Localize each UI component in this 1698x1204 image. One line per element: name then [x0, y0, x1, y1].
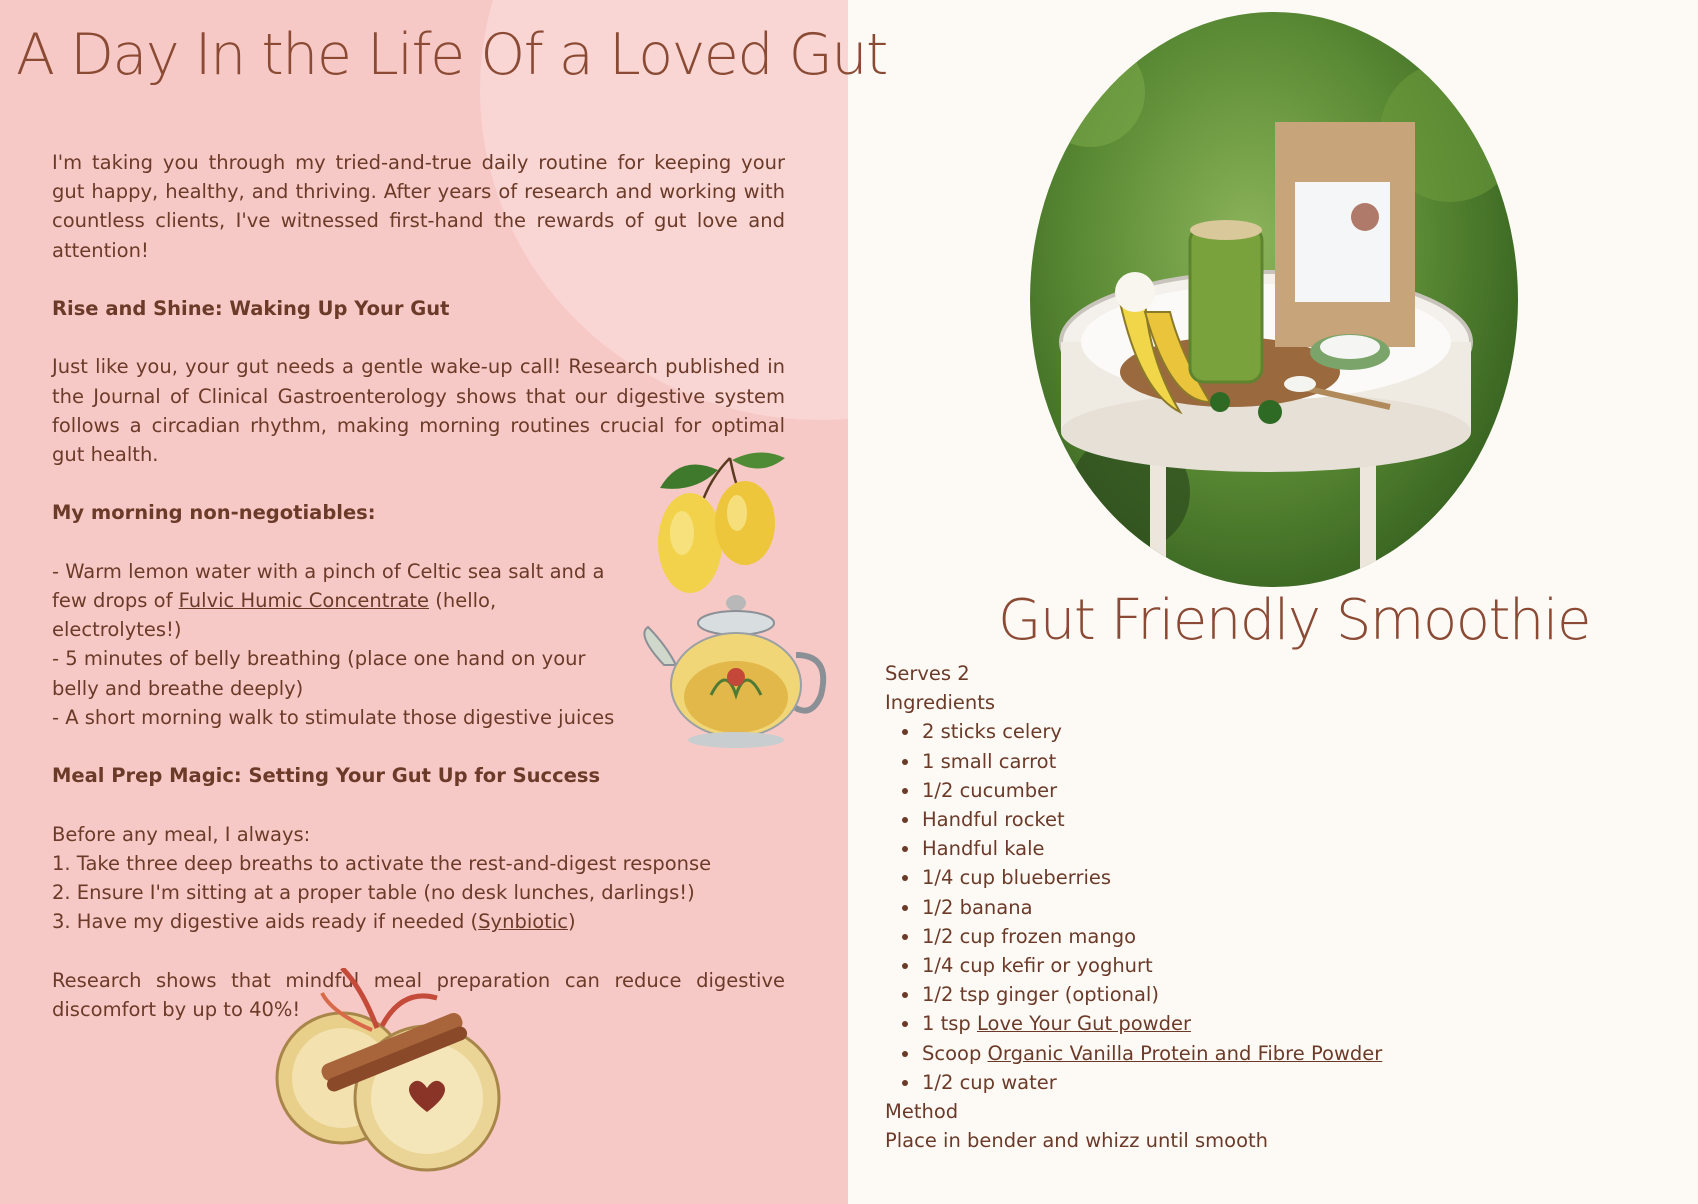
ingredient-item-protein: Scoop Organic Vanilla Protein and Fibre Powder: [922, 1039, 1585, 1068]
serves-label: Serves 2: [885, 662, 970, 685]
cookies-cinnamon-illustration: [262, 968, 532, 1180]
vanilla-protein-powder-link[interactable]: Organic Vanilla Protein and Fibre Powder: [987, 1041, 1383, 1065]
recipe-body: [885, 659, 1585, 1155]
lemons-illustration: [640, 448, 790, 608]
synbiotic-link[interactable]: Synbiotic: [478, 910, 568, 934]
ingredient-item: 1/2 banana: [922, 893, 1585, 922]
method-heading: Method: [885, 1100, 959, 1124]
ingredient-item: 1/2 cup water: [922, 1068, 1585, 1097]
ingredient-item: 1/2 cucumber: [922, 776, 1585, 805]
fulvic-humic-link[interactable]: Fulvic Humic Concentrate: [178, 588, 430, 612]
ingredient-item: 2 sticks celery: [922, 717, 1585, 746]
intro-paragraph: I'm taking you through my tried-and-true daily routine for keeping your gut happy, healthy, and thriving. After years of research and working with countless clients, I've witnessed first-hand the rewards of gut love and attention!: [52, 151, 785, 262]
morning-heading: My morning non-negotiables:: [52, 501, 376, 525]
meal-step-2: 2. Ensure I'm sitting at a proper table (no desk lunches, darlings!): [52, 880, 695, 904]
smoothie-photo-art: [1030, 12, 1518, 587]
section-heading-meal-prep: Meal Prep Magic: Setting Your Gut Up for Success: [52, 764, 601, 788]
ingredient-item: 1/4 cup blueberries: [922, 863, 1585, 892]
method-text: Place in bender and whizz until smooth: [885, 1129, 1269, 1153]
rise-paragraph: Just like you, your gut needs a gentle wake-up call! Research published in the Journal of Clinical Gastroenterology shows that our digestive system follows a circadian rhythm, making morning routines crucial for optimal gut health.: [52, 355, 785, 466]
ingredient-item: 1/4 cup kefir or yoghurt: [922, 951, 1585, 980]
ingredient-item: Handful rocket: [922, 805, 1585, 834]
morning-item-walk: - A short morning walk to stimulate those digestive juices: [52, 705, 615, 729]
ingredients-heading: Ingredients: [885, 691, 996, 715]
page-title: A Day In the Life Of a Loved Gut: [16, 22, 887, 88]
ingredients-list: [885, 717, 1585, 1097]
morning-item-lemon-water: - Warm lemon water with a pinch of Celtic sea salt and a few drops of Fulvic Humic Concentrate (hello, electrolytes!): [52, 559, 605, 642]
teapot-illustration: [636, 585, 836, 750]
smoothie-photo: [1030, 12, 1518, 587]
morning-item-belly-breathing: - 5 minutes of belly breathing (place one hand on your belly and breathe deeply): [52, 647, 586, 700]
recipe-title: Gut Friendly Smoothie: [998, 588, 1590, 653]
closing-paragraph: Research shows that mindful meal preparation can reduce digestive discomfort by up to 40%!: [52, 968, 785, 1021]
meal-intro: Before any meal, I always:: [52, 822, 311, 846]
section-heading-rise: Rise and Shine: Waking Up Your Gut: [52, 297, 450, 320]
ingredient-item: 1 small carrot: [922, 747, 1585, 776]
love-your-gut-powder-link[interactable]: Love Your Gut powder: [977, 1012, 1191, 1036]
meal-step-1: 1. Take three deep breaths to activate the rest-and-digest response: [52, 851, 712, 875]
ingredient-item-love-your-gut: 1 tsp Love Your Gut powder: [922, 1009, 1585, 1038]
meal-step-3: 3. Have my digestive aids ready if needed (Synbiotic): [52, 910, 576, 934]
ingredient-item: 1/2 tsp ginger (optional): [922, 980, 1585, 1009]
ingredient-item: Handful kale: [922, 834, 1585, 863]
ingredient-item: 1/2 cup frozen mango: [922, 922, 1585, 951]
